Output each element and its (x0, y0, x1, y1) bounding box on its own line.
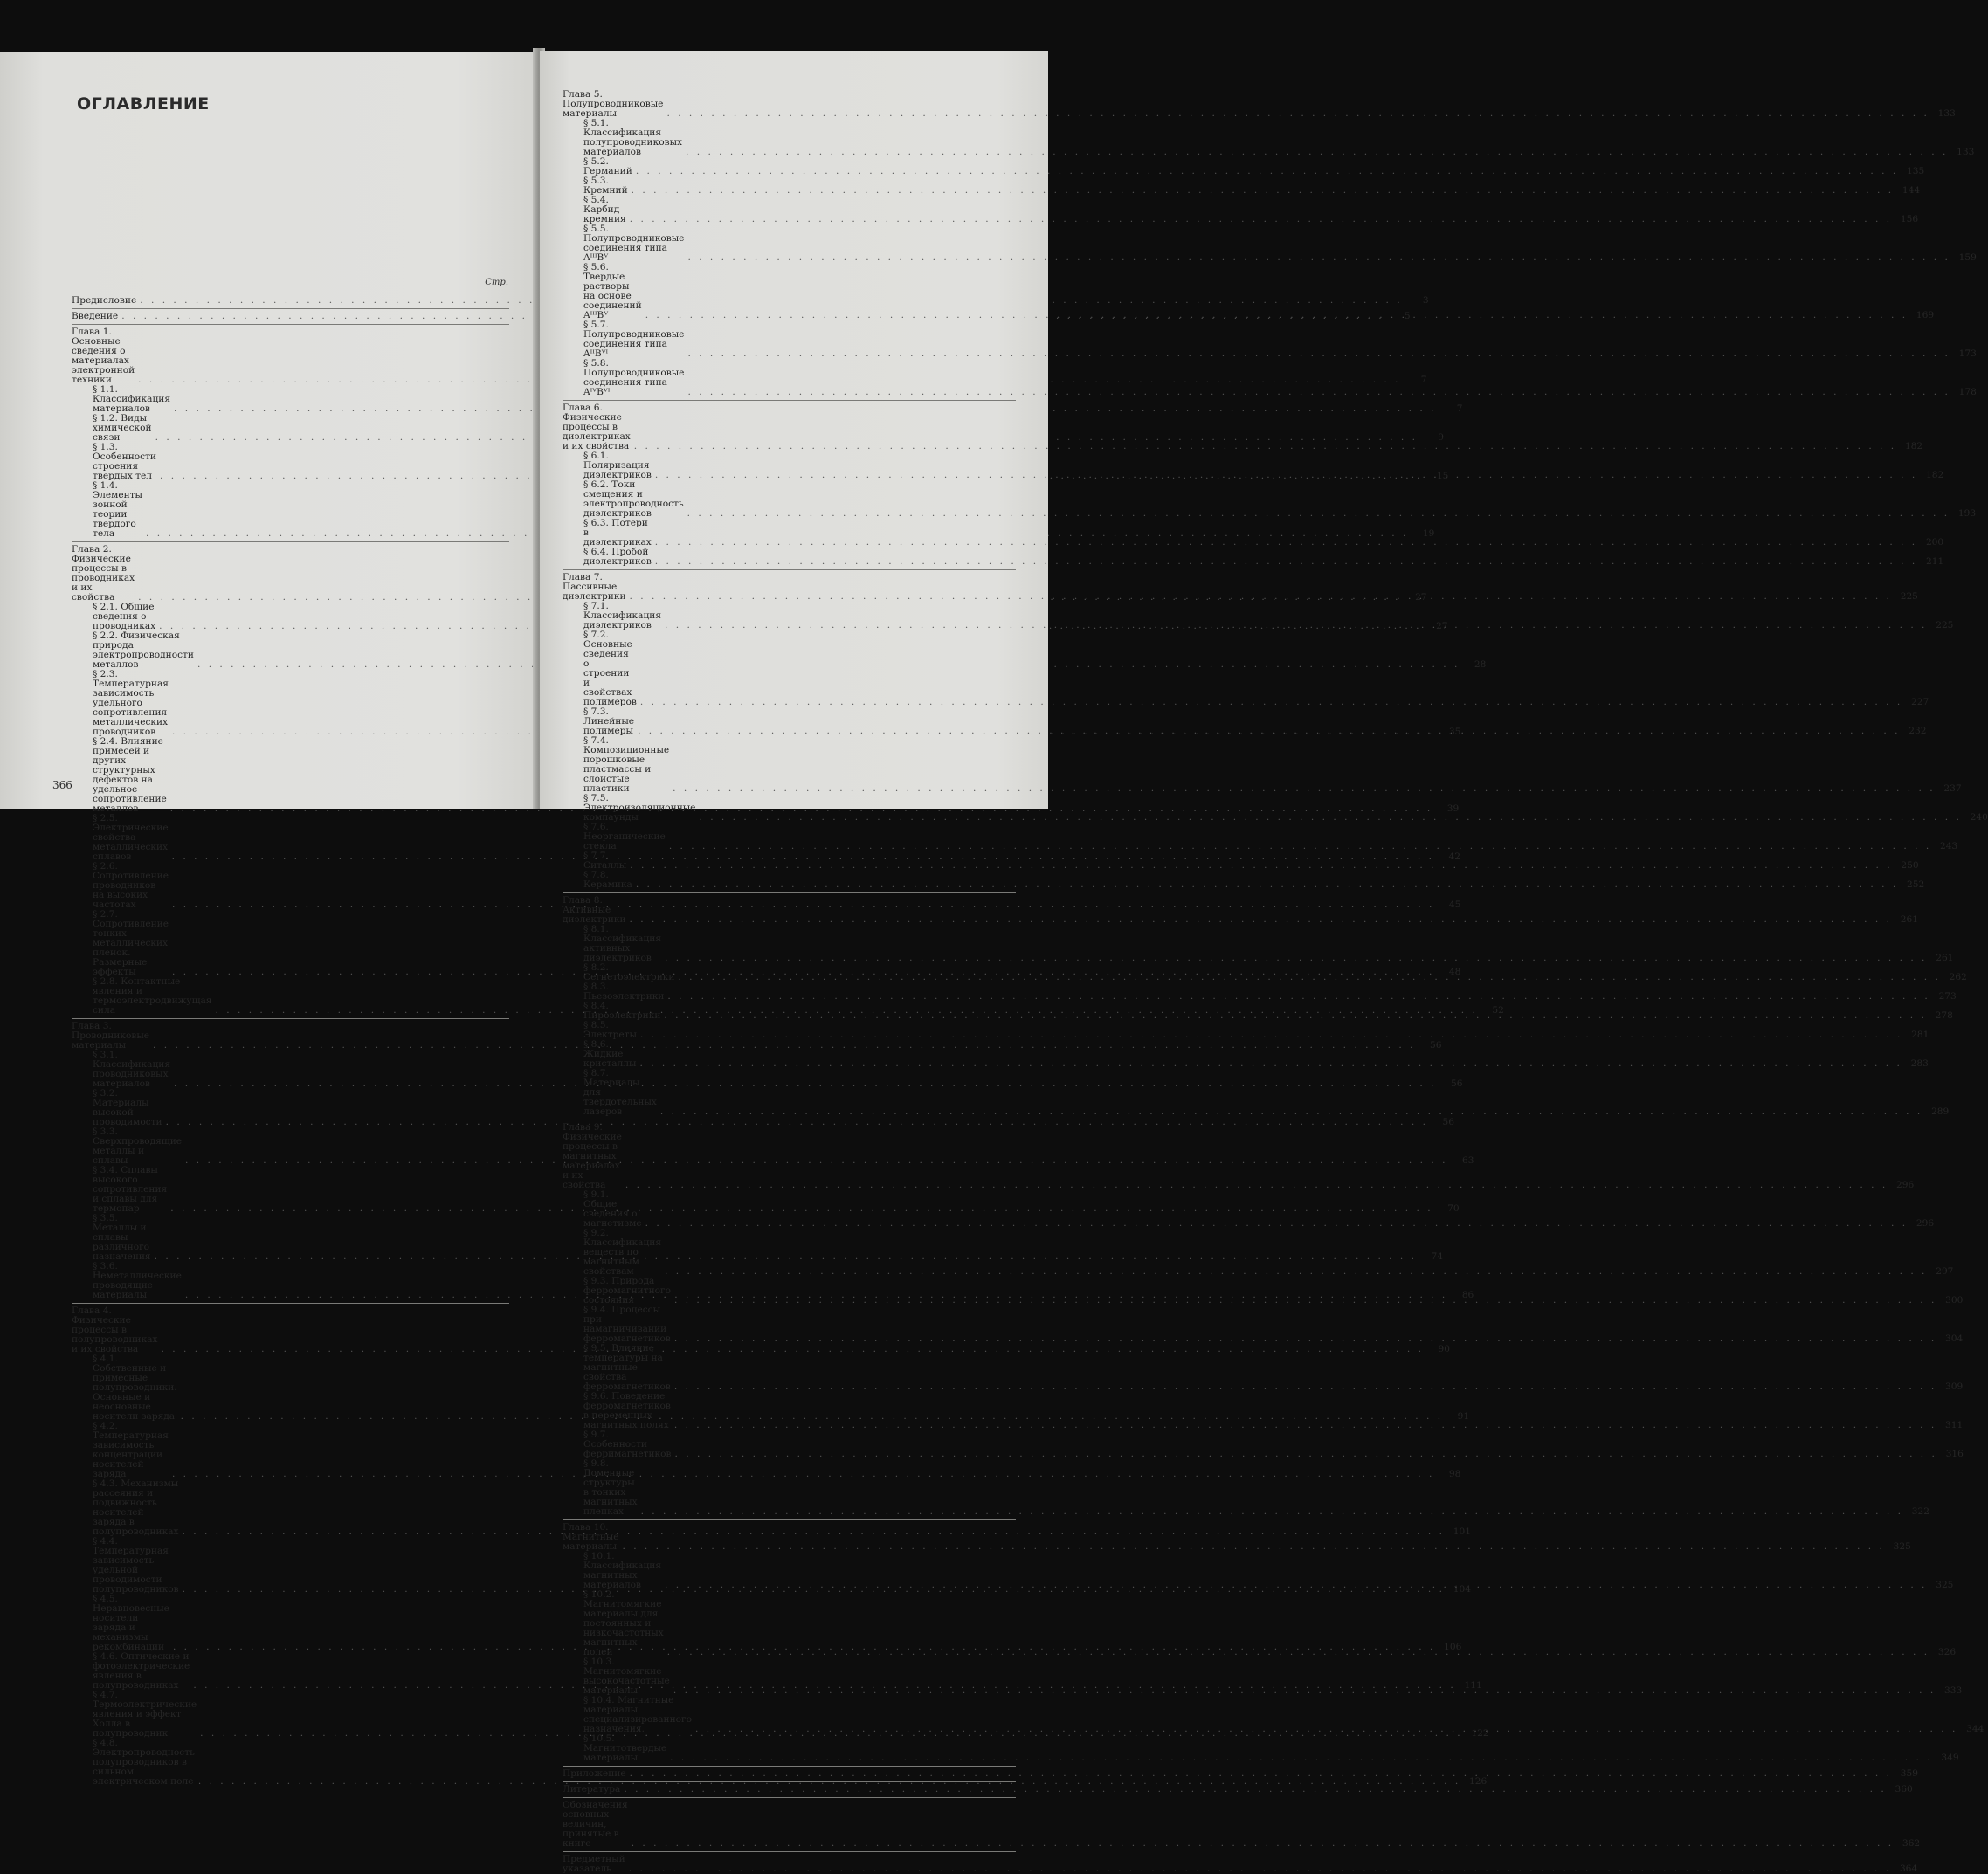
toc-section-entry[interactable] (563, 320, 1977, 359)
entry-title: § 6.4. Пробой диэлектриков (583, 547, 652, 567)
entry-page-number: 56 (1429, 1040, 1442, 1051)
entry-page-number: 27 (1436, 621, 1448, 631)
entry-page-number: 7 (1420, 375, 1427, 385)
dot-leader (645, 311, 1908, 320)
toc-section-entry[interactable] (563, 735, 1962, 794)
toc-chapter-entry[interactable] (563, 1854, 1918, 1874)
dot-leader (630, 592, 1892, 602)
entry-title: § 9.3. Природа ферромагнитного состояния (583, 1276, 671, 1306)
entry-page-number: 5 (1404, 311, 1411, 321)
entry-title: § 5.8. Полупроводниковые соединения типа AᴵⱽBⱽᴵ (583, 358, 685, 397)
entry-title: Глава 5. Полупроводниковые материалы (563, 89, 664, 119)
entry-title: § 3.6. Неметаллические проводящие материалы (93, 1261, 182, 1300)
entry-page-number: 322 (1911, 1506, 1929, 1517)
dot-leader (636, 167, 1898, 176)
entry-page-number: 144 (1902, 185, 1921, 196)
entry-page-number: 304 (1945, 1333, 1964, 1344)
dot-leader (655, 538, 1917, 548)
entry-title: § 9.8. Доменные структуры в тонких магнитных пленках (583, 1458, 638, 1517)
toc-chapter-entry[interactable] (72, 311, 1411, 321)
dot-leader (622, 1542, 1884, 1552)
divider (72, 541, 509, 542)
entry-page-number: 232 (1909, 726, 1927, 736)
toc-section-entry[interactable] (563, 176, 1921, 196)
entry-page-number: 19 (1422, 528, 1435, 539)
entry-title: Обозначения основных величин, принятые в книге (563, 1800, 628, 1849)
toc-section-entry[interactable] (563, 224, 1977, 263)
entry-page-number: 156 (1900, 214, 1919, 224)
entry-page-number: 173 (1958, 348, 1977, 359)
toc-section-entry[interactable] (563, 982, 1957, 1002)
divider (72, 324, 509, 325)
entry-title: § 2.6. Сопротивление проводников на высоких частотах (93, 861, 169, 910)
divider (72, 1018, 509, 1019)
dot-leader (666, 109, 1929, 119)
entry-page-number: 63 (1461, 1155, 1474, 1166)
entry-title: § 8.7. Материалы для твердотельных лазеров (583, 1068, 657, 1117)
toc-section-entry[interactable] (563, 870, 1925, 890)
entry-page-number: 211 (1925, 556, 1944, 567)
toc-section-entry[interactable] (563, 1430, 1964, 1459)
entry-page-number: 182 (1904, 441, 1923, 451)
entry-title: § 7.5. Электроизоляционные компаунды (583, 793, 696, 823)
divider (563, 400, 1016, 401)
dot-leader (655, 557, 1917, 567)
entry-title: Глава 1. Основные сведения о материалах электронной техники (72, 327, 135, 385)
entry-title: § 8.3. Пьезоэлектрики (583, 982, 665, 1002)
dot-leader (667, 1648, 1929, 1657)
entry-page-number: 296 (1896, 1180, 1915, 1190)
entry-page-number: 300 (1945, 1295, 1964, 1306)
dot-leader (630, 861, 1892, 871)
toc-chapter-entry[interactable] (563, 1800, 1921, 1849)
divider (563, 892, 1016, 893)
dot-leader (675, 1450, 1937, 1459)
entry-page-number: 9 (1438, 432, 1445, 443)
entry-title: § 4.4. Температурная зависимость удельной проводимости полупроводников (93, 1536, 179, 1595)
entry-title: § 9.2. Классификация веществ по магнитным свойствам (583, 1228, 662, 1277)
toc-section-entry[interactable] (563, 1020, 1929, 1040)
entry-title: § 8.4. Пироэлектрики (583, 1001, 661, 1021)
entry-page-number: 111 (1464, 1680, 1482, 1691)
entry-page-number: 262 (1949, 972, 1967, 982)
entry-title: § 3.1. Классификация проводниковых материалов (93, 1050, 171, 1089)
dot-leader (687, 349, 1950, 359)
entry-page-number: 126 (1469, 1776, 1488, 1787)
dot-leader (674, 1296, 1936, 1306)
divider (72, 308, 509, 309)
entry-page-number: 362 (1902, 1838, 1921, 1849)
entry-title: § 4.6. Оптические и фотоэлектрические явления в полупроводниках (93, 1651, 190, 1691)
entry-title: § 7.4. Композиционные порошковые пластмассы и слоистые пластики (583, 735, 670, 794)
entry-page-number: 311 (1945, 1420, 1964, 1430)
dot-leader (640, 698, 1902, 707)
dot-leader (632, 186, 1894, 196)
entry-title: Глава 6. Физические процессы в диэлектриках и их свойства (563, 403, 631, 451)
dot-leader (665, 1581, 1927, 1590)
entry-title: § 2.2. Физическая природа электропроводности металлов (93, 630, 194, 670)
toc-section-entry[interactable] (563, 1305, 1964, 1344)
entry-title: § 7.6. Неорганические стекла (583, 822, 666, 851)
entry-page-number: 101 (1453, 1526, 1471, 1537)
entry-page-number: 182 (1926, 470, 1944, 480)
entry-title: § 6.2. Токи смещения и электропроводность диэлектриков (583, 479, 684, 519)
entry-page-number: 237 (1943, 783, 1962, 794)
entry-page-number: 326 (1937, 1647, 1957, 1657)
dot-leader (624, 1785, 1886, 1795)
toc-section-entry[interactable] (563, 358, 1977, 397)
entry-title: § 10.4. Магнитные материалы специализированного назначения. (583, 1695, 692, 1734)
divider (563, 1519, 1016, 1520)
page-number: 366 (52, 779, 72, 791)
entry-page-number: 261 (1936, 953, 1954, 963)
entry-title: § 6.3. Потери в диэлектриках (583, 518, 652, 548)
entry-title: § 10.2. Магнитомягкие материалы для постоянных и низкочастотных магнитных полей (583, 1589, 664, 1657)
entry-title: § 1.3. Особенности строения твердых тел (93, 442, 156, 481)
entry-title: § 7.1. Классификация диэлектриков (583, 601, 662, 630)
entry-title: § 10.5. Магнитотвердые материалы (583, 1733, 667, 1763)
entry-page-number: 35 (1448, 727, 1461, 737)
entry-title: Предметный указатель (563, 1854, 625, 1874)
entry-page-number: 42 (1448, 851, 1461, 862)
entry-page-number: 86 (1461, 1290, 1474, 1300)
toc-section-entry[interactable] (72, 384, 1463, 414)
divider (563, 1781, 1016, 1782)
dot-leader (630, 915, 1892, 925)
entry-title: § 5.1. Классификация полупроводниковых материалов (583, 118, 682, 157)
entry-page-number: 3 (1422, 295, 1429, 306)
entry-title: § 7.8. Керамика (583, 870, 632, 890)
divider (563, 1851, 1016, 1852)
dot-leader (664, 1011, 1926, 1021)
dot-leader (638, 727, 1900, 736)
entry-page-number: 7 (1456, 403, 1463, 414)
dot-leader (687, 388, 1950, 397)
entry-page-number: 261 (1900, 914, 1918, 925)
dot-leader (665, 1267, 1927, 1277)
toc-section-entry[interactable] (563, 156, 1925, 176)
entry-title: § 8.6. Жидкие кристаллы (583, 1039, 637, 1069)
entry-page-number: 28 (1474, 659, 1487, 670)
toc-section-entry[interactable] (563, 118, 1975, 157)
dot-leader (673, 1686, 1936, 1696)
entry-title: Предисловие (72, 295, 137, 306)
entry-page-number: 309 (1945, 1381, 1964, 1392)
entry-title: Глава 2. Физические процессы в проводниках и их свойства (72, 544, 135, 603)
entry-page-number: 169 (1916, 310, 1935, 320)
entry-title: § 5.2. Германий (583, 156, 632, 176)
entry-title: § 5.6. Твердые растворы на основе соединений AᴵᴵᴵBⱽ (583, 262, 642, 320)
entry-page-number: 296 (1916, 1218, 1935, 1229)
toc-section-entry[interactable] (563, 479, 1977, 519)
divider (563, 1797, 1016, 1798)
entry-title: Глава 4. Физические процессы в полупроводниках и их свойства (72, 1306, 158, 1354)
entry-page-number: 297 (1936, 1266, 1954, 1277)
entry-title: Литература (563, 1784, 621, 1795)
entry-page-number: 325 (1893, 1541, 1911, 1552)
entry-page-number: 289 (1931, 1106, 1950, 1117)
entry-title: § 5.7. Полупроводниковые соединения типа AᴵᴵBⱽᴵ (583, 320, 685, 359)
toc-chapter-entry[interactable] (563, 1784, 1913, 1795)
entry-title: § 1.4. Элементы зонной теории твердого тела (93, 480, 142, 539)
entry-page-number: 250 (1901, 860, 1919, 871)
entry-title: § 4.5. Неравновесные носители заряда и механизмы рекомбинации (93, 1594, 169, 1652)
dot-leader (640, 1030, 1902, 1040)
entry-title: § 5.4. Карбид кремния (583, 195, 626, 224)
entry-title: § 2.3. Температурная зависимость удельного сопротивления металлических проводников (93, 669, 169, 737)
dot-leader (665, 621, 1927, 630)
entry-title: § 3.3. Сверхпроводящие металлы и сплавы (93, 1126, 183, 1166)
dot-leader (667, 992, 1929, 1002)
entry-page-number: 243 (1940, 841, 1958, 851)
entry-title: § 1.1. Классификация материалов (93, 384, 171, 414)
divider (72, 1303, 509, 1304)
entry-title: Глава 8. Активные диэлектрики (563, 895, 626, 925)
page-title: ОГЛАВЛЕНИЕ (77, 94, 210, 114)
entry-title: § 2.7. Сопротивление тонких металлических пленок. Размерные эффекты (93, 909, 169, 977)
entry-page-number: 159 (1958, 252, 1977, 263)
entry-page-number: 281 (1911, 1030, 1929, 1040)
toc-section-entry[interactable] (563, 262, 1935, 320)
entry-title: Приложение (563, 1768, 626, 1779)
entry-title: § 10.1. Классификация магнитных материалов (583, 1551, 662, 1590)
dot-leader (687, 253, 1950, 263)
entry-title: § 5.3. Кремний (583, 176, 628, 196)
dot-leader (655, 471, 1917, 480)
entry-page-number: 193 (1957, 508, 1977, 519)
toc-section-entry[interactable] (563, 195, 1919, 224)
entry-page-number: 344 (1966, 1724, 1985, 1734)
dot-leader (687, 509, 1950, 519)
dot-leader (636, 880, 1898, 890)
divider (563, 1766, 1016, 1767)
dot-leader (665, 954, 1927, 963)
toc-chapter-entry[interactable] (563, 403, 1923, 451)
dot-leader (632, 1839, 1894, 1849)
entry-page-number: 178 (1958, 387, 1977, 397)
entry-title: § 4.3. Механизмы рассеяния и подвижность носителей заряда в полупроводниках (93, 1478, 179, 1537)
entry-title: § 4.8. Электропроводность полупроводников в сильном электрическом поле (93, 1738, 195, 1787)
entry-page-number: 104 (1453, 1584, 1471, 1595)
divider (563, 569, 1016, 570)
entry-page-number: 227 (1911, 697, 1929, 707)
dot-leader (630, 215, 1892, 224)
toc-section-entry[interactable] (563, 547, 1944, 567)
entry-page-number: 225 (1936, 620, 1954, 630)
entry-title: § 8.5. Электреты (583, 1020, 637, 1040)
entry-page-number: 135 (1907, 166, 1925, 176)
dot-leader (695, 1725, 1957, 1734)
entry-page-number: 98 (1448, 1469, 1461, 1479)
dot-leader (625, 1181, 1888, 1190)
dot-leader (645, 1219, 1908, 1229)
entry-title: § 8.2. Сегнетоэлектрики (583, 962, 675, 982)
entry-title: § 2.5. Электрические свойства металлических сплавов (93, 813, 169, 862)
entry-title: § 2.1. Общие сведения о проводниках (93, 602, 156, 631)
entry-title: § 7.3. Линейные полимеры (583, 706, 635, 736)
entry-page-number: 48 (1448, 967, 1461, 977)
dot-leader (669, 842, 1931, 851)
entry-page-number: 90 (1438, 1344, 1450, 1354)
toc-chapter-entry[interactable] (563, 89, 1956, 119)
entry-page-number: 240 (1970, 812, 1988, 823)
entry-page-number: 200 (1925, 537, 1944, 548)
entry-page-number: 106 (1444, 1642, 1462, 1652)
entry-title: Глава 10. Магнитные материалы (563, 1522, 619, 1552)
entry-title: Глава 7. Пассивные диэлектрики (563, 572, 626, 602)
entry-page-number: 52 (1492, 1005, 1504, 1016)
entry-title: § 7.2. Основные сведения о строении и свойствах полимеров (583, 630, 637, 707)
dot-leader (674, 1421, 1936, 1430)
entry-page-number: 333 (1944, 1685, 1963, 1696)
entry-page-number: 133 (1957, 147, 1975, 157)
entry-title: § 9.6. Поведение ферромагнетиков в переменных магнитных полях (583, 1391, 671, 1430)
entry-page-number: 133 (1937, 108, 1956, 119)
entry-title: § 3.5. Металлы и сплавы различного назначения (93, 1213, 151, 1262)
entry-title: § 4.7. Термоэлектрические явления и эффект Холла в полупроводник (93, 1690, 197, 1739)
entry-title: § 7.7. Ситаллы (583, 851, 627, 871)
entry-title: § 4.2. Температурная зависимость концентрации носителей заряда (93, 1421, 169, 1479)
entry-title: § 1.2. Виды химической связи (93, 413, 152, 443)
entry-page-number: 56 (1442, 1117, 1455, 1127)
entry-page-number: 360 (1895, 1784, 1913, 1795)
dot-leader (674, 1334, 1936, 1344)
dot-leader (660, 1107, 1922, 1117)
toc-chapter-entry[interactable] (563, 1768, 1919, 1779)
entry-page-number: 273 (1938, 991, 1957, 1002)
entry-title: § 5.5. Полупроводниковые соединения типа AᴵᴵᴵBⱽ (583, 224, 685, 263)
entry-page-number: 122 (1471, 1728, 1489, 1739)
dot-leader (674, 1382, 1936, 1392)
entry-title: § 3.4. Сплавы высокого сопротивления и сплавы для термопар (93, 1165, 168, 1214)
entry-title: § 9.7. Особенности ферримагнетиков (583, 1430, 672, 1459)
entry-title: § 2.4. Влияние примесей и других структурных дефектов на удельное сопротивление металлов (93, 736, 167, 814)
dot-leader (678, 973, 1940, 982)
dot-leader (699, 813, 1961, 823)
entry-page-number: 91 (1457, 1411, 1470, 1422)
dot-leader (634, 442, 1896, 451)
entry-page-number: 39 (1446, 803, 1460, 814)
entry-page-number: 15 (1436, 471, 1449, 481)
entry-page-number: 252 (1907, 879, 1925, 890)
entry-page-number: 70 (1447, 1203, 1460, 1214)
dot-leader (673, 784, 1935, 794)
toc-section-entry[interactable] (563, 924, 1954, 963)
dot-leader (686, 148, 1948, 157)
entry-page-number: 56 (1450, 1078, 1463, 1089)
entry-title: § 10.3. Магнитомягкие высокочастотные материалы (583, 1657, 670, 1696)
toc-section-entry[interactable] (563, 1458, 1929, 1517)
entry-page-number: 316 (1945, 1449, 1964, 1459)
entry-title: § 9.5. Влияние температуры на магнитные свойства ферромагнетиков (583, 1343, 671, 1392)
entry-page-number: 74 (1431, 1251, 1444, 1262)
entry-page-number: 45 (1448, 899, 1461, 910)
entry-page-number: 325 (1936, 1580, 1954, 1590)
entry-title: § 8.1. Классификация активных диэлектриков (583, 924, 662, 963)
entry-title: Глава 3. Проводниковые материалы (72, 1021, 150, 1051)
dot-leader (670, 1753, 1932, 1763)
entry-page-number: 349 (1941, 1753, 1959, 1763)
entry-page-number: 27 (1415, 592, 1427, 603)
entry-page-number: 283 (1910, 1058, 1929, 1069)
dot-leader (630, 1769, 1892, 1779)
dot-leader (629, 1864, 1891, 1874)
entry-title: § 9.4. Процессы при намагничивании ферромагнетиков (583, 1305, 671, 1344)
entry-page-number: 278 (1935, 1010, 1953, 1021)
entry-title: § 3.2. Материалы высокой проводимости (93, 1088, 162, 1127)
entry-page-number: 225 (1900, 591, 1918, 602)
entry-title: Введение (72, 311, 119, 321)
toc-chapter-entry[interactable] (72, 295, 1429, 306)
entry-title: § 9.1. Общие сведения о магнетизме (583, 1189, 642, 1229)
entry-page-number: 359 (1900, 1768, 1919, 1779)
entry-title: § 2.8. Контактные явления и термоэлектродвижущая сила (93, 976, 212, 1016)
entry-title: § 4.1. Собственные и примесные полупроводники. Основные и неосновные носители заряда (93, 1354, 177, 1422)
entry-title: § 6.1. Поляризация диэлектриков (583, 451, 652, 480)
entry-title: Глава 9. Физические процессы в магнитных материалах и их свойства (563, 1122, 622, 1190)
entry-page-number: 364 (1899, 1864, 1918, 1874)
column-header-page: Стр. (485, 278, 508, 287)
toc-section-entry[interactable] (563, 822, 1958, 851)
dot-leader (639, 1059, 1902, 1069)
dot-leader (641, 1507, 1903, 1517)
